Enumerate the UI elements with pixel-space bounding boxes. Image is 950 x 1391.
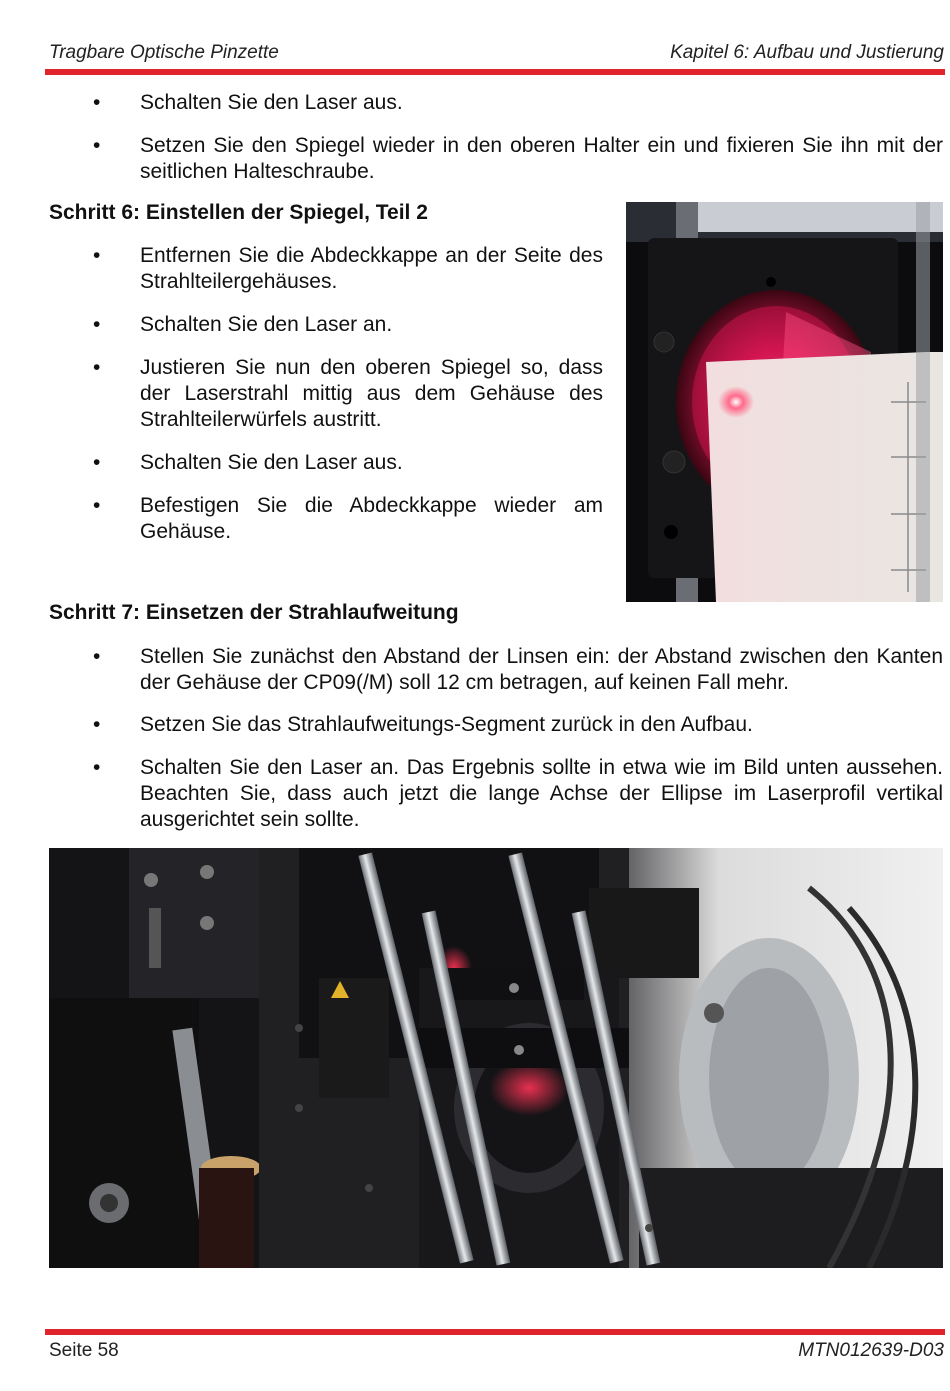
header-rule bbox=[45, 69, 945, 75]
bullet-marker: • bbox=[93, 134, 101, 157]
bullet-marker: • bbox=[93, 244, 101, 267]
bullet-marker: • bbox=[93, 713, 101, 736]
step7-bullet-2: Setzen Sie das Strahlaufweitungs-Segment zurück in den Aufbau. bbox=[140, 713, 753, 736]
bullet-marker: • bbox=[93, 91, 101, 114]
document-id: MTN012639-D03 bbox=[798, 1340, 944, 1361]
bullet-marker: • bbox=[93, 756, 101, 779]
step6-bullet-4: Schalten Sie den Laser aus. bbox=[140, 451, 403, 474]
page-number: Seite 58 bbox=[49, 1340, 119, 1361]
running-header-title: Tragbare Optische Pinzette bbox=[49, 42, 279, 63]
bullet-marker: • bbox=[93, 356, 101, 379]
step6-bullet-5: Befestigen Sie die Abdeckkappe wieder am Gehäuse. bbox=[140, 494, 603, 543]
beam-expander-photo bbox=[49, 848, 943, 1268]
beamsplitter-photo bbox=[626, 202, 943, 602]
bullet-marker: • bbox=[93, 451, 101, 474]
bullet-marker: • bbox=[93, 494, 101, 517]
bullet-marker: • bbox=[93, 645, 101, 668]
step7-heading: Schritt 7: Einsetzen der Strahlaufweitung bbox=[49, 601, 459, 624]
running-header-chapter: Kapitel 6: Aufbau und Justierung bbox=[670, 42, 944, 63]
footer-rule bbox=[45, 1329, 945, 1335]
step7-bullet-3: Schalten Sie den Laser an. Das Ergebnis sollte in etwa wie im Bild unten aussehen. Beachten Sie, dass auch jetzt die lange Achse der Ellipse im Laserprofil vertikal ausgerichtet sein sollte. bbox=[140, 756, 943, 831]
intro-bullet-2: Setzen Sie den Spiegel wieder in den oberen Halter ein und fixieren Sie ihn mit der seitlichen Halteschraube. bbox=[140, 134, 943, 183]
step7-bullet-1: Stellen Sie zunächst den Abstand der Linsen ein: der Abstand zwischen den Kanten der Gehäuse der CP09(/M) soll 12 cm betragen, auf keinen Fall mehr. bbox=[140, 645, 943, 694]
step6-bullet-3: Justieren Sie nun den oberen Spiegel so, dass der Laserstrahl mittig aus dem Gehäuse des Strahlteilerwürfels austritt. bbox=[140, 356, 603, 431]
step6-heading: Schritt 6: Einstellen der Spiegel, Teil 2 bbox=[49, 201, 428, 224]
bullet-marker: • bbox=[93, 313, 101, 336]
intro-bullet-1: Schalten Sie den Laser aus. bbox=[140, 91, 403, 114]
step6-bullet-2: Schalten Sie den Laser an. bbox=[140, 313, 393, 336]
step6-bullet-1: Entfernen Sie die Abdeckkappe an der Seite des Strahlteilergehäuses. bbox=[140, 244, 603, 293]
